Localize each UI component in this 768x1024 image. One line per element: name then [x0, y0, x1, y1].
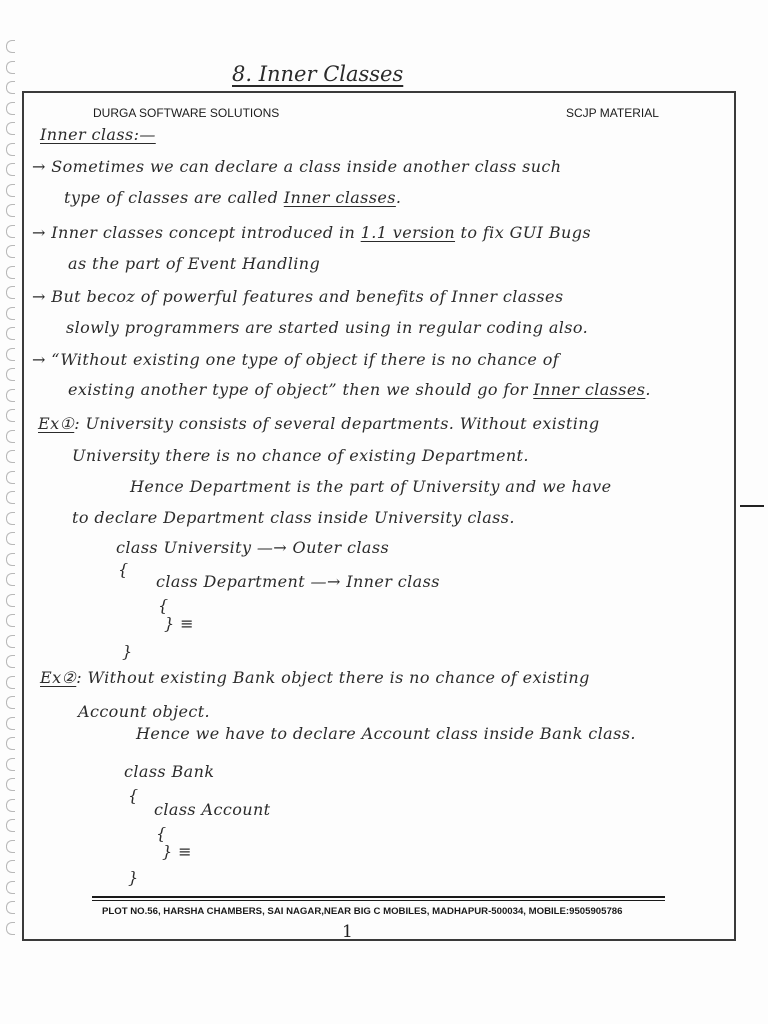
binder-hole: [6, 102, 15, 115]
note-line: slowly programmers are started using in regular coding also.: [66, 318, 589, 337]
note-line: type of classes are called Inner classes.: [64, 188, 402, 207]
binder-hole: [6, 881, 15, 894]
code-line: class Account: [154, 800, 271, 819]
binder-hole: [6, 450, 15, 463]
note-line: → Inner classes concept introduced in 1.1 version to fix GUI Bugs: [32, 223, 592, 242]
binder-hole: [6, 307, 15, 320]
code-line: class University —→ Outer class: [116, 538, 390, 557]
section-heading: Inner class:—: [40, 125, 156, 144]
chapter-title: 8. Inner Classes: [232, 62, 404, 86]
binder-hole: [6, 819, 15, 832]
code-line: class Bank: [124, 762, 215, 781]
binder-hole: [6, 860, 15, 873]
code-line: {: [118, 560, 129, 579]
binder-hole: [6, 409, 15, 422]
binder-hole: [6, 532, 15, 545]
code-line: {: [158, 596, 169, 615]
example-2-label: Ex②: [40, 668, 77, 687]
note-line: as the part of Event Handling: [68, 254, 321, 273]
code-line: class Department —→ Inner class: [156, 572, 440, 591]
example-1-label: Ex①: [38, 414, 75, 433]
binder-hole: [6, 81, 15, 94]
footer-rule: [92, 896, 665, 898]
binder-hole: [6, 327, 15, 340]
binder-hole: [6, 225, 15, 238]
code-line: } ≡: [164, 614, 194, 633]
binder-hole: [6, 676, 15, 689]
binder-hole: [6, 655, 15, 668]
binder-hole: [6, 635, 15, 648]
binder-hole: [6, 901, 15, 914]
note-line: Hence we have to declare Account class inside Bank class.: [136, 724, 636, 743]
code-line: }: [128, 868, 139, 887]
code-line: {: [128, 786, 139, 805]
binder-hole: [6, 204, 15, 217]
binder-hole: [6, 614, 15, 627]
binder-hole: [6, 594, 15, 607]
note-line: → Sometimes we can declare a class inside another class such: [32, 157, 562, 176]
binder-hole: [6, 696, 15, 709]
binder-hole: [6, 122, 15, 135]
note-line: Account object.: [78, 702, 211, 721]
note-line: to declare Department class inside University class.: [72, 508, 515, 527]
binder-hole: [6, 430, 15, 443]
binder-hole: [6, 286, 15, 299]
example-1-intro: Ex①: University consists of several departments. Without existing: [38, 414, 600, 433]
binder-hole: [6, 245, 15, 258]
binder-hole: [6, 471, 15, 484]
binder-hole: [6, 717, 15, 730]
binder-hole: [6, 840, 15, 853]
binder-hole: [6, 922, 15, 935]
binder-hole: [6, 143, 15, 156]
binder-hole: [6, 163, 15, 176]
binder-hole: [6, 184, 15, 197]
note-line: University there is no chance of existing Department.: [72, 446, 529, 465]
binder-hole: [6, 573, 15, 586]
binder-hole: [6, 491, 15, 504]
binder-hole: [6, 758, 15, 771]
binder-hole: [6, 778, 15, 791]
note-line: → But becoz of powerful features and benefits of Inner classes: [32, 287, 564, 306]
header-company: DURGA SOFTWARE SOLUTIONS: [93, 106, 280, 120]
binder-hole: [6, 389, 15, 402]
code-line: {: [156, 824, 167, 843]
binder-holes: [2, 40, 18, 940]
code-line: }: [122, 642, 133, 661]
binder-hole: [6, 737, 15, 750]
binder-hole: [6, 512, 15, 525]
page-number: 1: [342, 922, 353, 942]
binder-hole: [6, 40, 15, 53]
binder-hole: [6, 61, 15, 74]
code-line: } ≡: [162, 842, 192, 861]
note-line: existing another type of object” then we should go for Inner classes.: [68, 380, 651, 399]
note-line: → “Without existing one type of object if there is no chance of: [32, 350, 560, 369]
footer-address: PLOT NO.56, HARSHA CHAMBERS, SAI NAGAR,NEAR BIG C MOBILES, MADHAPUR-500034, MOBILE:9505905786: [102, 906, 623, 917]
footer-rule: [92, 900, 665, 901]
edge-mark: [740, 505, 764, 507]
note-line: Hence Department is the part of University and we have: [130, 477, 612, 496]
binder-hole: [6, 348, 15, 361]
example-2-intro: Ex②: Without existing Bank object there is no chance of existing: [40, 668, 590, 687]
header-material: SCJP MATERIAL: [566, 106, 659, 120]
binder-hole: [6, 553, 15, 566]
binder-hole: [6, 266, 15, 279]
binder-hole: [6, 368, 15, 381]
binder-hole: [6, 799, 15, 812]
